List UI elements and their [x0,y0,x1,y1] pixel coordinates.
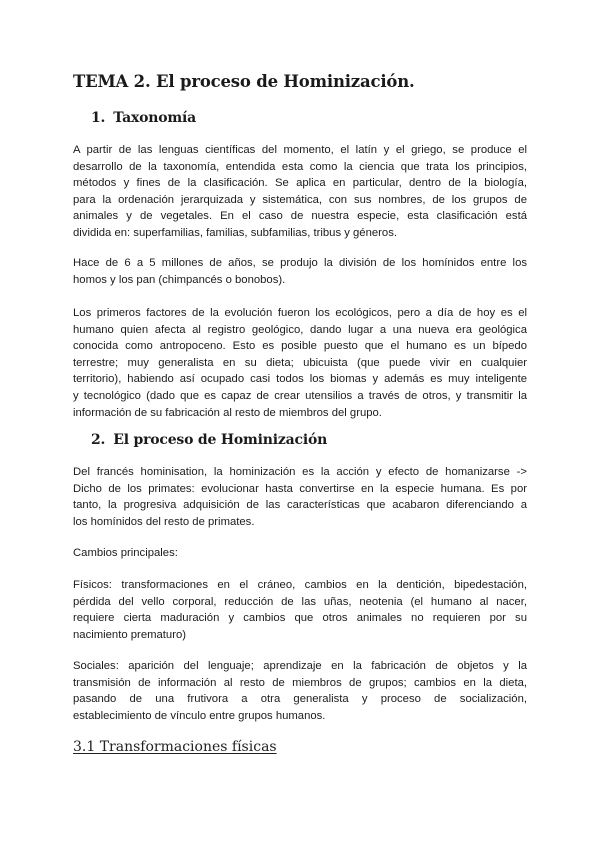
section-number: 1. [91,110,106,126]
text-line: información de su fabricación al resto de miembros del grupo. [73,406,382,419]
text-line: pérdida del vello corporal, reducción de las uñas, neotenia (el humano al nacer, [73,595,527,608]
subsection-heading-transformaciones: 3.1 Transformaciones físicas [73,739,277,755]
section-title: Taxonomía [113,110,196,126]
text-line: desarrollo de la taxonomía, entendida esta como la ciencia que trata los principios, [73,160,527,173]
text-line: conocida como antropoceno. Esto es posible puesto que el humano es un bípedo [73,340,527,353]
text-line: animales y de vegetales. En el caso de nuestra especie, esta clasificación está [73,210,527,223]
paragraph-cambios-fisicos [73,577,527,643]
text-line: A partir de las lenguas científicas del momento, el latín y el griego, se produce el [73,144,527,156]
text-line: terrestre; muy generalista en su dieta; ubicuista (que puede vivir en cualquier [73,356,527,369]
text-line: humano quien afecta al registro geológico, dando lugar a una nueva era geológica [73,323,527,336]
document-title: TEMA 2. El proceso de Hominización. [73,72,415,91]
text-line: Físicos: transformaciones en el cráneo, cambios en la dentición, bipedestación, [73,579,527,591]
text-line: los homínidos del resto de primates. [73,515,255,528]
text-line: tanto, la progresiva adquisición de las características que acabaron diferenciando a [73,499,527,512]
text-line: pasando de una frutivora a otra generalista y proceso de socialización, [73,693,527,706]
text-line: métodos y fines de la clasificación. Se aplica en particular, dentro de la biología, [73,177,527,190]
text-line: nacimiento prematuro) [73,628,187,641]
paragraph-division-hominidos [73,255,527,288]
paragraph-cambios-principales [73,545,527,562]
paragraph-definicion-hominizacion [73,464,527,530]
text-line: Los primeros factores de la evolución fueron los ecológicos, pero a día de hoy es el [73,307,527,319]
text-line: territorio), habiendo así ocupado casi todos los biomas y además es muy inteligente [73,373,527,386]
text-line: y tecnológico (dado que es capaz de crear utensilios a través de otros, y transmitir la [73,389,527,402]
paragraph-factores-evolucion [73,305,527,421]
text-line: Del francés hominisation, la hominización es la acción y efecto de homanizarse -> [73,466,527,478]
text-line: Hace de 6 a 5 millones de años, se produjo la división de los homínidos entre los [73,257,527,269]
section-title: El proceso de Hominización [113,432,328,448]
text-line: requiere cierta maduración y cambios que otros animales no requieren por su [73,612,527,625]
text-line: Cambios principales: [73,547,178,559]
text-line: Sociales: aparición del lenguaje; aprendizaje en la fabricación de objetos y la [73,660,527,672]
section-heading-hominizacion [91,432,327,448]
text-line: Dicho de los primates: evolucionar hasta convertirse en la especie humana. Es por [73,482,527,495]
paragraph-taxonomia-intro [73,142,527,242]
text-line: transmisión de información al resto de miembros de grupos; cambios en la dieta, [73,676,527,689]
section-heading-taxonomia [91,110,196,126]
text-line: establecimiento de vínculo entre grupos humanos. [73,709,326,722]
section-number: 2. [91,432,106,448]
text-line: dividida en: superfamilias, familias, subfamilias, tribus y géneros. [73,226,397,239]
paragraph-cambios-sociales [73,658,527,724]
text-line: homos y los pan (chimpancés o bonobos). [73,273,286,286]
text-line: para la ordenación jerarquizada y sistemática, con sus nombres, de los grupos de [73,193,527,206]
